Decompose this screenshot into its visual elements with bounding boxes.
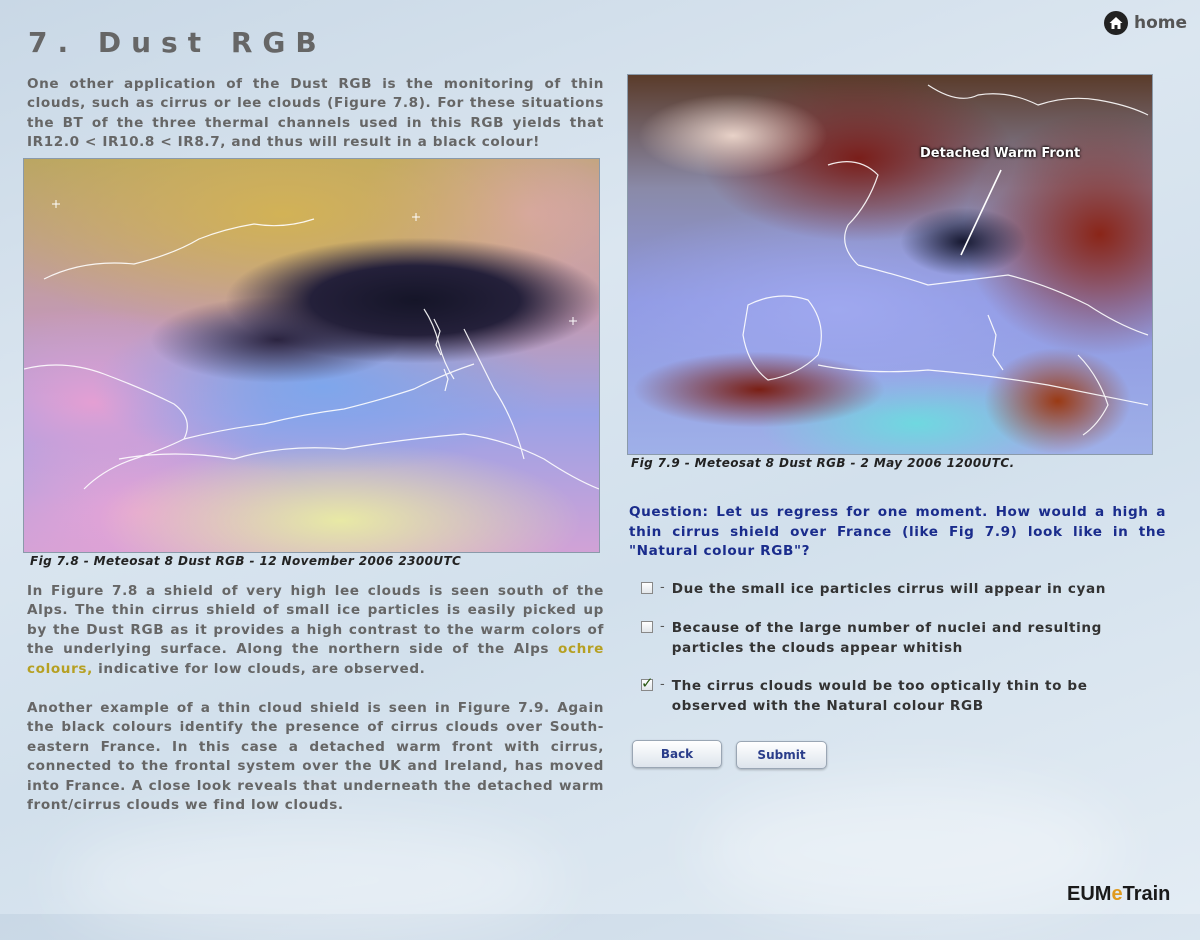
eumetrain-logo: EUMeTrain xyxy=(1067,883,1171,905)
home-button[interactable] xyxy=(1104,11,1187,35)
option-dash: - xyxy=(660,580,665,595)
answer-option-cyan[interactable] xyxy=(641,580,1112,600)
intro-paragraph: One other application of the Dust RGB is the monitoring of thin clouds, such as cirrus or lee clouds (Figure 7.8). For these situations the BT of the three thermal channels used in this RGB yields that IR12.0 < IR10.8 < IR8.7, and thus will result in a black colour! xyxy=(27,76,604,151)
figure-7-9-image xyxy=(627,74,1153,455)
answer-label[interactable]: The cirrus clouds would be too optically thin to be observed with the Natural colour RGB xyxy=(671,678,1088,714)
answer-option-optically-thin[interactable] xyxy=(641,674,1112,716)
option-dash: - xyxy=(660,677,665,692)
answer-option-whitish[interactable] xyxy=(641,619,1112,658)
page-title: 7. Dust RGB xyxy=(28,26,327,59)
answer-label[interactable]: Due the small ice particles cirrus will appear in cyan xyxy=(671,581,1107,597)
paragraph-figure-7-9: Another example of a thin cloud shield is seen in Figure 7.9. Again the black colours identify the presence of cirrus clouds over South-eastern France. In this case a detached warm front with cirrus, connected to the frontal system over the UK and Ireland, has moved into France. A close look reveals that underneath the detached warm front/cirrus clouds we find low clouds. xyxy=(27,700,604,814)
coastline-overlay xyxy=(24,159,599,552)
answer-checkbox-checked[interactable] xyxy=(641,674,654,692)
figure-7-8-image xyxy=(23,158,600,553)
option-dash: - xyxy=(660,619,665,634)
back-button[interactable]: Back xyxy=(632,740,722,768)
answer-checkbox[interactable] xyxy=(641,621,653,633)
paragraph-figure-7-8: In Figure 7.8 a shield of very high lee clouds is seen south of the Alps. The thin cirrus shield of small ice particles is easily picked up by the Dust RGB as it provides a high contrast to the warm colors of the underlying surface. Along the northern side of the Alps ochre colours, indicative for low clouds, are observed. xyxy=(27,583,604,677)
checkmark-icon: ✓ xyxy=(641,674,654,692)
figure-7-8-caption: Fig 7.8 - Meteosat 8 Dust RGB - 12 November 2006 2300UTC xyxy=(30,554,462,568)
answer-checkbox[interactable] xyxy=(641,582,653,594)
ochre-highlight: ochre colours, xyxy=(27,641,604,677)
detached-warm-front-label: Detached Warm Front xyxy=(920,146,1081,161)
figure-7-9-caption: Fig 7.9 - Meteosat 8 Dust RGB - 2 May 2006 1200UTC. xyxy=(631,456,1015,470)
answer-label[interactable]: Because of the large number of nuclei and resulting particles the clouds appear whitish xyxy=(671,620,1102,656)
submit-button[interactable]: Submit xyxy=(736,741,827,769)
home-icon[interactable] xyxy=(1104,11,1128,35)
home-label[interactable]: home xyxy=(1134,13,1188,33)
coastline-overlay-2 xyxy=(628,75,1152,454)
question-text: Question: Let us regress for one moment. How would a high a thin cirrus shield over France (like Fig 7.9) look like in the "Natural colour RGB"? xyxy=(629,504,1166,559)
